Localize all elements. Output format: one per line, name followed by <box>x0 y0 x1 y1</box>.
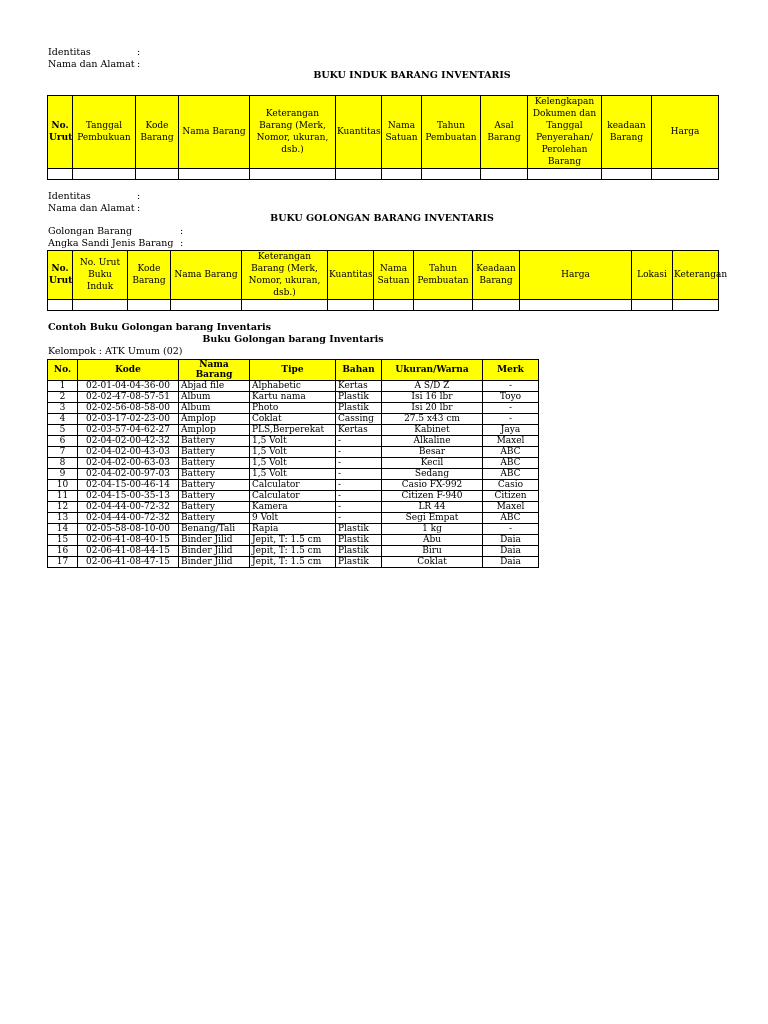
cell-tipe: Calculator <box>250 491 336 502</box>
nama-alamat-colon-1: : <box>137 59 141 70</box>
kelompok-label: Kelompok : ATK Umum (02) <box>48 346 183 357</box>
cell-tipe: 1,5 Volt <box>250 458 336 469</box>
cell-kode: 02-04-44-00-72-32 <box>78 513 179 524</box>
empty-cell[interactable] <box>652 169 719 180</box>
empty-cell[interactable] <box>481 169 528 180</box>
cell-bahan: - <box>336 502 382 513</box>
cell-kode: 02-04-02-00-43-03 <box>78 447 179 458</box>
cell-bahan: Plastik <box>336 524 382 535</box>
cell-nama-barang: Abjad file <box>179 381 250 392</box>
header-tahun-pembuatan: Tahun Pembuatan <box>414 251 473 300</box>
identitas-label-2: Identitas <box>48 191 91 202</box>
cell-bahan: Plastik <box>336 546 382 557</box>
header-no-urut: No. Urut <box>48 251 73 300</box>
cell-ukuran-warna: Isi 16 lbr <box>382 392 483 403</box>
cell-merk: - <box>483 381 539 392</box>
empty-cell[interactable] <box>528 169 602 180</box>
header-kelengkapan-dokumen: Kelengkapan Dokumen dan Tanggal Penyerahan/ Perolehan Barang <box>528 96 602 169</box>
cell-nama-barang: Binder Jilid <box>179 535 250 546</box>
header-nama-barang: Nama Barang <box>171 251 242 300</box>
empty-cell[interactable] <box>414 300 473 311</box>
cell-bahan: - <box>336 458 382 469</box>
table-row <box>48 557 539 568</box>
header-keterangan-barang: Keterangan Barang (Merk, Nomor, ukuran, dsb.) <box>250 96 336 169</box>
table-row <box>48 381 539 392</box>
cell-ukuran-warna: 1 kg <box>382 524 483 535</box>
cell-tipe: PLS,Berperekat <box>250 425 336 436</box>
cell-nama-barang: Battery <box>179 502 250 513</box>
cell-bahan: Plastik <box>336 557 382 568</box>
cell-merk: ABC <box>483 447 539 458</box>
empty-row <box>48 300 719 311</box>
buku-induk-table <box>47 95 719 180</box>
cell-merk: Maxel <box>483 436 539 447</box>
cell-tipe: Jepit, T: 1.5 cm <box>250 557 336 568</box>
cell-bahan: - <box>336 513 382 524</box>
empty-cell[interactable] <box>128 300 171 311</box>
header-kode: Kode <box>78 360 179 381</box>
cell-bahan: - <box>336 480 382 491</box>
empty-cell[interactable] <box>374 300 414 311</box>
cell-no: 10 <box>48 480 78 491</box>
cell-nama-barang: Battery <box>179 458 250 469</box>
empty-cell[interactable] <box>473 300 520 311</box>
section3-title: Buku Golongan barang Inventaris <box>202 334 384 345</box>
cell-nama-barang: Binder Jilid <box>179 546 250 557</box>
cell-tipe: Alphabetic <box>250 381 336 392</box>
header-keadaan-barang: Keadaan Barang <box>473 251 520 300</box>
angka-sandi-colon: : <box>180 238 184 249</box>
header-kode-barang: Kode Barang <box>136 96 179 169</box>
cell-no: 2 <box>48 392 78 403</box>
cell-nama-barang: Amplop <box>179 414 250 425</box>
empty-cell[interactable] <box>602 169 652 180</box>
header-nama-barang: Nama Barang <box>179 360 250 381</box>
cell-no: 14 <box>48 524 78 535</box>
cell-tipe: Jepit, T: 1.5 cm <box>250 535 336 546</box>
header-ukuran-warna: Ukuran/Warna <box>382 360 483 381</box>
empty-cell[interactable] <box>48 300 73 311</box>
cell-merk: - <box>483 524 539 535</box>
cell-nama-barang: Battery <box>179 447 250 458</box>
header-no-urut-buku-induk: No. Urut Buku Induk <box>73 251 128 300</box>
empty-cell[interactable] <box>179 169 250 180</box>
cell-bahan: Plastik <box>336 535 382 546</box>
angka-sandi-label: Angka Sandi Jenis Barang <box>48 238 174 249</box>
header-merk: Merk <box>483 360 539 381</box>
cell-no: 1 <box>48 381 78 392</box>
cell-kode: 02-03-57-04-62-27 <box>78 425 179 436</box>
cell-nama-barang: Battery <box>179 469 250 480</box>
cell-tipe: Kartu nama <box>250 392 336 403</box>
empty-cell[interactable] <box>242 300 328 311</box>
cell-tipe: Jepit, T: 1.5 cm <box>250 546 336 557</box>
cell-tipe: 9 Volt <box>250 513 336 524</box>
table-row <box>48 414 539 425</box>
cell-kode: 02-04-02-00-42-32 <box>78 436 179 447</box>
empty-cell[interactable] <box>171 300 242 311</box>
cell-no: 13 <box>48 513 78 524</box>
cell-ukuran-warna: A S/D Z <box>382 381 483 392</box>
header-kode-barang: Kode Barang <box>128 251 171 300</box>
section2-title: BUKU GOLONGAN BARANG INVENTARIS <box>270 213 494 224</box>
cell-kode: 02-02-56-08-58-00 <box>78 403 179 414</box>
cell-nama-barang: Battery <box>179 480 250 491</box>
cell-nama-barang: Battery <box>179 491 250 502</box>
header-tahun-pembuatan: Tahun Pembuatan <box>422 96 481 169</box>
header-kuantitas: Kuantitas <box>328 251 374 300</box>
identitas-label-1: Identitas <box>48 47 91 58</box>
header-keterangan-barang: Keterangan Barang (Merk, Nomor, ukuran, dsb.) <box>242 251 328 300</box>
header-harga: Harga <box>520 251 632 300</box>
cell-no: 6 <box>48 436 78 447</box>
cell-kode: 02-05-58-08-10-00 <box>78 524 179 535</box>
cell-no: 15 <box>48 535 78 546</box>
cell-merk: ABC <box>483 458 539 469</box>
empty-cell[interactable] <box>136 169 179 180</box>
header-no-urut: No. Urut <box>48 96 73 169</box>
cell-nama-barang: Album <box>179 392 250 403</box>
cell-kode: 02-01-04-04-36-00 <box>78 381 179 392</box>
cell-kode: 02-03-17-02-23-00 <box>78 414 179 425</box>
cell-bahan: - <box>336 491 382 502</box>
cell-no: 17 <box>48 557 78 568</box>
cell-tipe: 1,5 Volt <box>250 447 336 458</box>
example-header-row <box>48 360 539 381</box>
cell-bahan: Kertas <box>336 425 382 436</box>
cell-kode: 02-04-44-00-72-32 <box>78 502 179 513</box>
cell-bahan: Plastik <box>336 403 382 414</box>
header-tipe: Tipe <box>250 360 336 381</box>
cell-merk: Casio <box>483 480 539 491</box>
identitas-colon-1: : <box>137 47 141 58</box>
empty-cell[interactable] <box>328 300 374 311</box>
cell-merk: Jaya <box>483 425 539 436</box>
cell-kode: 02-04-15-00-46-14 <box>78 480 179 491</box>
empty-cell[interactable] <box>48 169 73 180</box>
cell-bahan: Plastik <box>336 392 382 403</box>
cell-no: 16 <box>48 546 78 557</box>
table-row <box>48 524 539 535</box>
cell-ukuran-warna: Abu <box>382 535 483 546</box>
cell-bahan: Kertas <box>336 381 382 392</box>
table-row <box>48 502 539 513</box>
cell-kode: 02-04-02-00-63-03 <box>78 458 179 469</box>
cell-bahan: - <box>336 436 382 447</box>
empty-cell[interactable] <box>336 169 382 180</box>
cell-no: 12 <box>48 502 78 513</box>
cell-nama-barang: Album <box>179 403 250 414</box>
nama-alamat-colon-2: : <box>137 203 141 214</box>
cell-tipe: 1,5 Volt <box>250 469 336 480</box>
cell-merk: Citizen <box>483 491 539 502</box>
cell-no: 3 <box>48 403 78 414</box>
header-bahan: Bahan <box>336 360 382 381</box>
golongan-colon: : <box>180 226 184 237</box>
table-row <box>48 458 539 469</box>
header-keadaan-barang: keadaan Barang <box>602 96 652 169</box>
cell-merk: Daia <box>483 557 539 568</box>
nama-alamat-label-2: Nama dan Alamat <box>48 203 135 214</box>
empty-cell[interactable] <box>250 169 336 180</box>
cell-ukuran-warna: Kecil <box>382 458 483 469</box>
cell-ukuran-warna: Coklat <box>382 557 483 568</box>
cell-ukuran-warna: Casio FX-992 <box>382 480 483 491</box>
cell-merk: - <box>483 414 539 425</box>
cell-ukuran-warna: LR 44 <box>382 502 483 513</box>
empty-cell[interactable] <box>422 169 481 180</box>
example-table <box>47 359 539 568</box>
empty-cell[interactable] <box>673 300 719 311</box>
empty-cell[interactable] <box>382 169 422 180</box>
header-keterangan: Keterangan <box>673 251 719 300</box>
empty-cell[interactable] <box>73 169 136 180</box>
cell-bahan: - <box>336 447 382 458</box>
cell-ukuran-warna: Besar <box>382 447 483 458</box>
cell-no: 7 <box>48 447 78 458</box>
cell-ukuran-warna: Alkaline <box>382 436 483 447</box>
empty-cell[interactable] <box>632 300 673 311</box>
cell-tipe: Kamera <box>250 502 336 513</box>
cell-kode: 02-06-41-08-40-15 <box>78 535 179 546</box>
cell-merk: ABC <box>483 469 539 480</box>
table-row <box>48 403 539 414</box>
cell-ukuran-warna: Isi 20 lbr <box>382 403 483 414</box>
empty-cell[interactable] <box>520 300 632 311</box>
cell-ukuran-warna: Sedang <box>382 469 483 480</box>
cell-ukuran-warna: Biru <box>382 546 483 557</box>
identitas-colon-2: : <box>137 191 141 202</box>
cell-ukuran-warna: 27.5 x43 cm <box>382 414 483 425</box>
header-nama-satuan: Nama Satuan <box>374 251 414 300</box>
table-row <box>48 425 539 436</box>
golongan-label: Golongan Barang <box>48 226 133 237</box>
cell-ukuran-warna: Kabinet <box>382 425 483 436</box>
cell-tipe: 1,5 Volt <box>250 436 336 447</box>
table-row <box>48 447 539 458</box>
header-lokasi: Lokasi <box>632 251 673 300</box>
cell-no: 5 <box>48 425 78 436</box>
cell-bahan: - <box>336 469 382 480</box>
header-harga: Harga <box>652 96 719 169</box>
cell-nama-barang: Benang/Tali <box>179 524 250 535</box>
empty-row <box>48 169 719 180</box>
table-row <box>48 436 539 447</box>
cell-kode: 02-02-47-08-57-51 <box>78 392 179 403</box>
header-kuantitas: Kuantitas <box>336 96 382 169</box>
cell-kode: 02-06-41-08-47-15 <box>78 557 179 568</box>
cell-tipe: Rapia <box>250 524 336 535</box>
cell-nama-barang: Binder Jilid <box>179 557 250 568</box>
cell-ukuran-warna: Segi Empat <box>382 513 483 524</box>
table-row <box>48 480 539 491</box>
table-row <box>48 469 539 480</box>
table-row <box>48 513 539 524</box>
header-tanggal-pembukuan: Tanggal Pembukuan <box>73 96 136 169</box>
table-row <box>48 491 539 502</box>
cell-tipe: Photo <box>250 403 336 414</box>
cell-merk: Toyo <box>483 392 539 403</box>
cell-tipe: Coklat <box>250 414 336 425</box>
cell-merk: Daia <box>483 535 539 546</box>
empty-cell[interactable] <box>73 300 128 311</box>
cell-no: 9 <box>48 469 78 480</box>
table-row <box>48 392 539 403</box>
header-nama-barang: Nama Barang <box>179 96 250 169</box>
cell-no: 8 <box>48 458 78 469</box>
cell-nama-barang: Battery <box>179 513 250 524</box>
cell-kode: 02-04-15-00-35-13 <box>78 491 179 502</box>
section1-title: BUKU INDUK BARANG INVENTARIS <box>313 70 511 81</box>
header-asal-barang: Asal Barang <box>481 96 528 169</box>
cell-tipe: Calculator <box>250 480 336 491</box>
cell-merk: ABC <box>483 513 539 524</box>
table-row <box>48 546 539 557</box>
cell-kode: 02-06-41-08-44-15 <box>78 546 179 557</box>
cell-merk: Daia <box>483 546 539 557</box>
buku-golongan-table <box>47 250 728 311</box>
table-row <box>48 535 539 546</box>
cell-bahan: Cassing <box>336 414 382 425</box>
example-caption: Contoh Buku Golongan barang Inventaris <box>48 322 271 333</box>
cell-no: 4 <box>48 414 78 425</box>
cell-merk: Maxel <box>483 502 539 513</box>
cell-ukuran-warna: Citizen F-940 <box>382 491 483 502</box>
cell-kode: 02-04-02-00-97-03 <box>78 469 179 480</box>
cell-no: 11 <box>48 491 78 502</box>
cell-merk: - <box>483 403 539 414</box>
header-nama-satuan: Nama Satuan <box>382 96 422 169</box>
cell-nama-barang: Battery <box>179 436 250 447</box>
nama-alamat-label-1: Nama dan Alamat <box>48 59 135 70</box>
header-no: No. <box>48 360 78 381</box>
cell-nama-barang: Amplop <box>179 425 250 436</box>
